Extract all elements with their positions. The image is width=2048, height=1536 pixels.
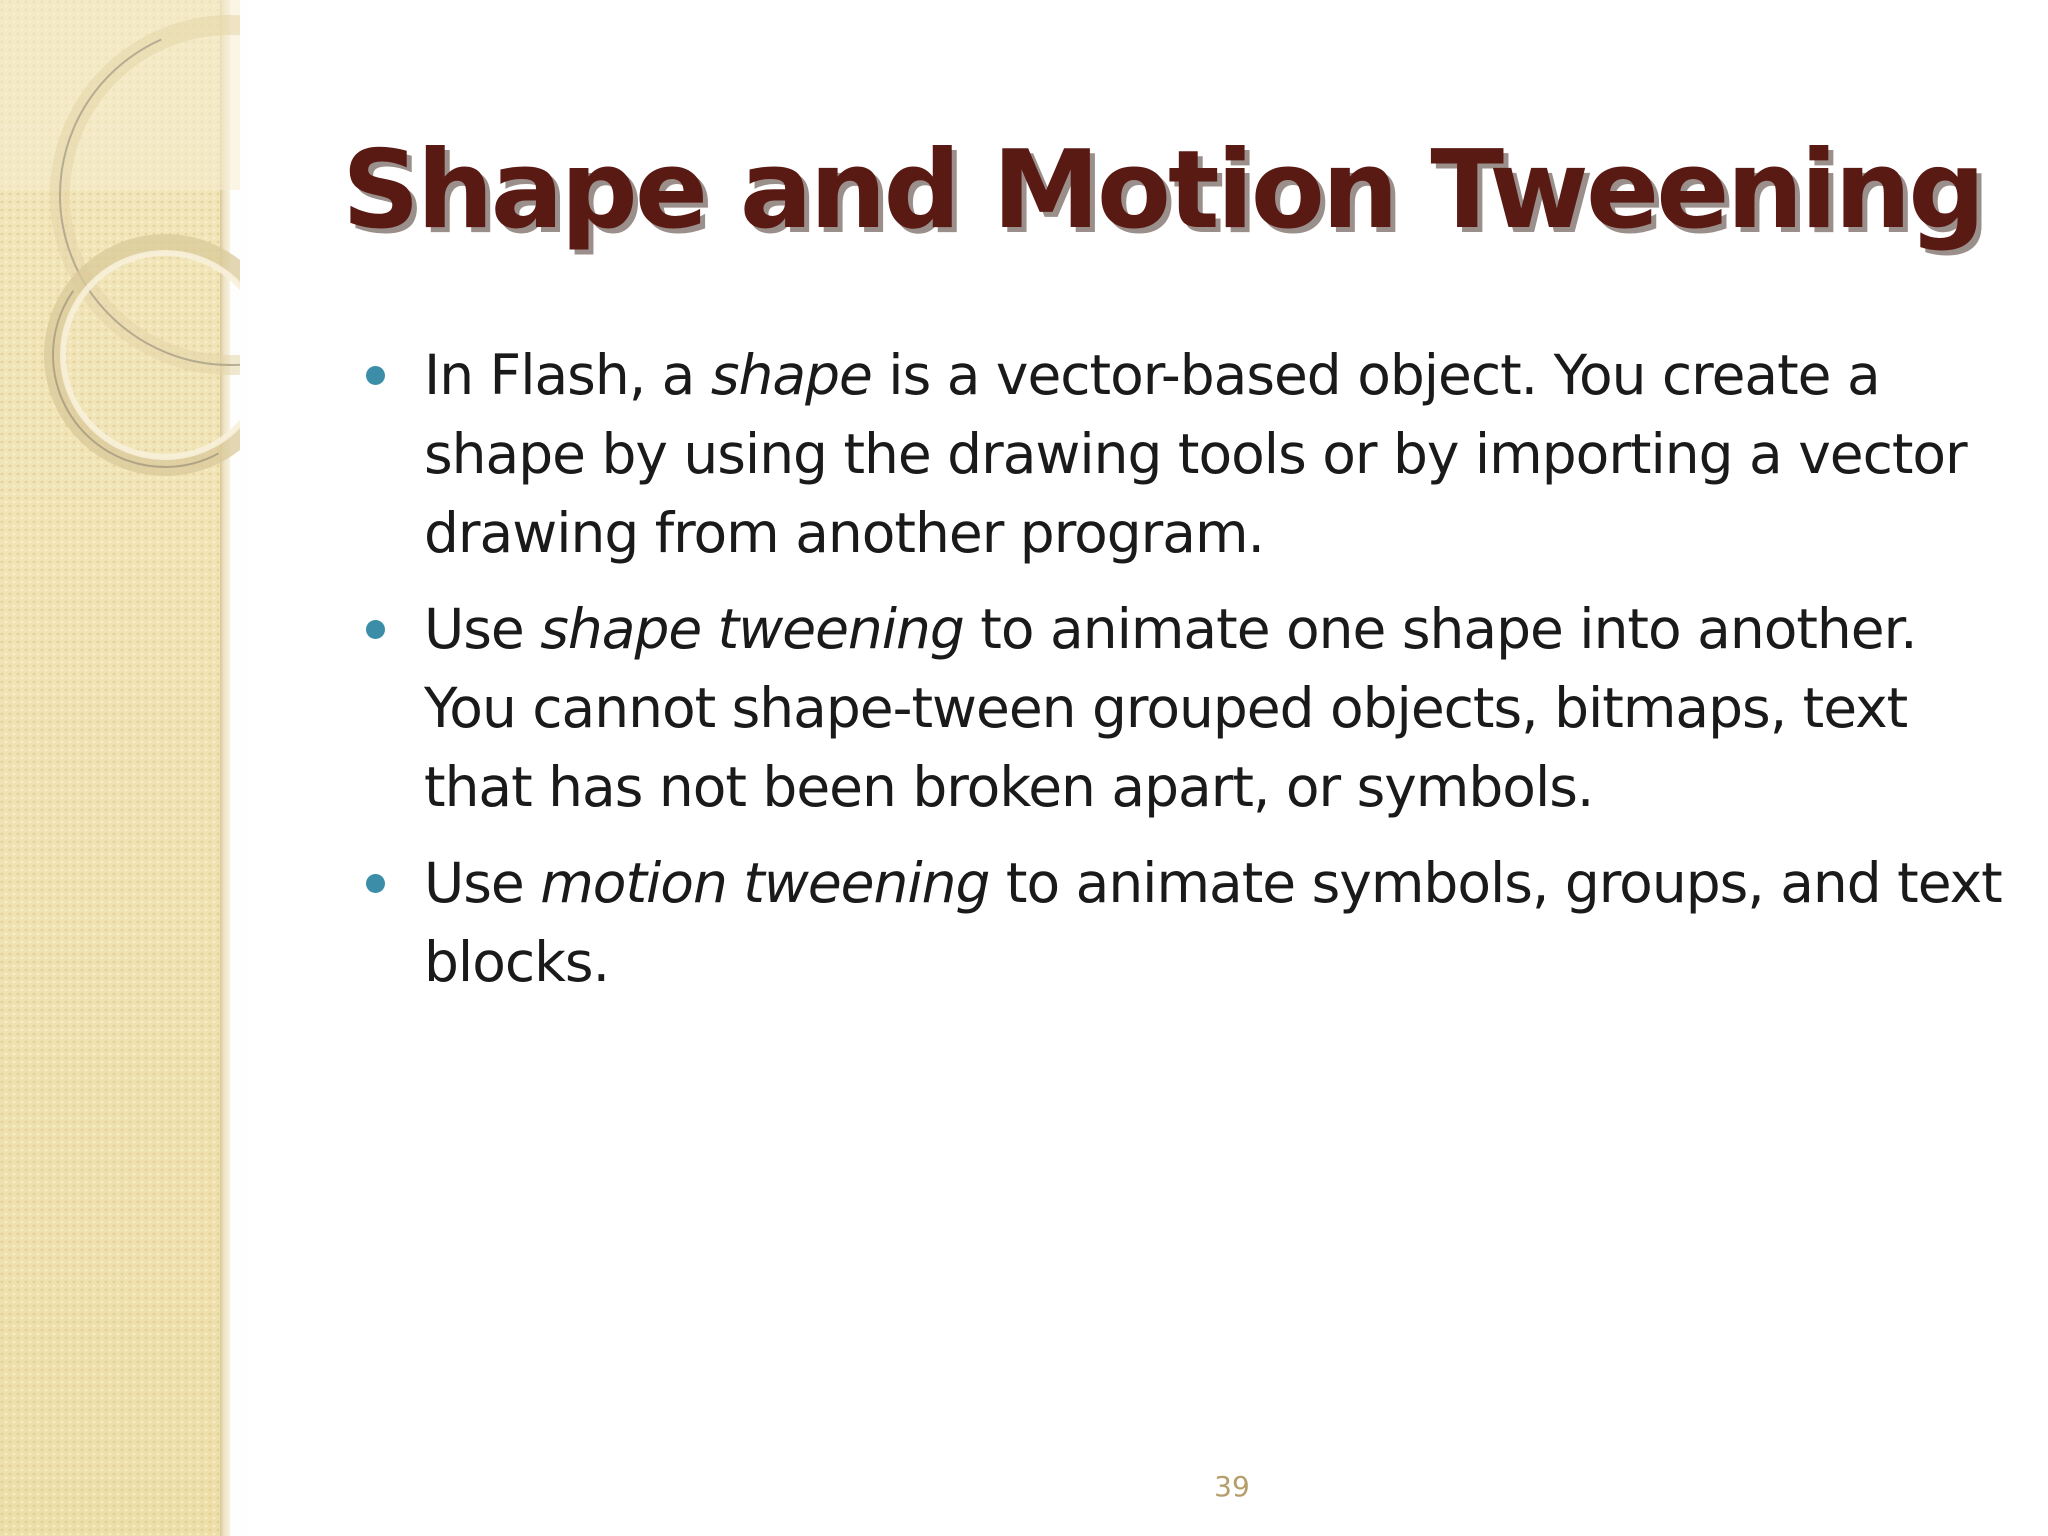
bullet-item [356, 590, 2016, 827]
bullet-dot-icon [366, 366, 385, 385]
bullet-list [356, 336, 2016, 1019]
bullet-text-pre: In Flash, a [424, 343, 711, 407]
bullet-text-post: is a vector-based object. You create a shape by using the drawing tools or by importing a vector drawing from another program. [424, 343, 1967, 565]
bullet-text-pre: Use [424, 851, 541, 915]
page-number: 39 [1214, 1470, 1250, 1503]
bullet-emphasis: motion tweening [540, 851, 990, 915]
bullet-item [356, 336, 2016, 573]
bullet-text-post: to animate symbols, groups, and text blocks. [424, 851, 2002, 994]
bullet-dot-icon [366, 620, 385, 639]
bullet-text-post: to animate one shape into another. You cannot shape-tween grouped objects, bitmaps, text that has not been broken apart, or symbols. [424, 597, 1917, 819]
slide-title: Shape and Motion Tweening [342, 128, 1983, 253]
bullet-emphasis: shape [710, 343, 872, 407]
bullet-item [356, 844, 2016, 1002]
bullet-dot-icon [366, 874, 385, 893]
bullet-text-pre: Use [424, 597, 541, 661]
decorative-rings-icon [0, 0, 240, 520]
bullet-emphasis: shape tweening [540, 597, 964, 661]
